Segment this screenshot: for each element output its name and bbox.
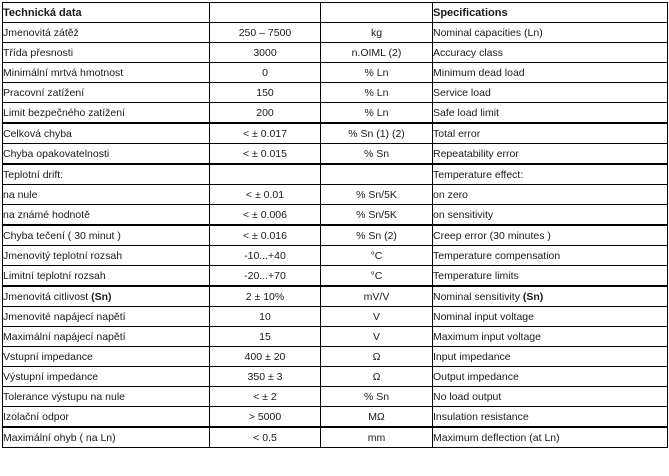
row-label-english: Maximum input voltage <box>433 327 668 347</box>
row-label-czech: Jmenovitá zátěž <box>3 23 210 43</box>
row-unit: mV/V <box>321 286 433 307</box>
row-value: < ± 0.016 <box>210 225 321 246</box>
row-unit: kg <box>321 23 433 43</box>
row-label-czech: Limit bezpečného zatížení <box>3 103 210 124</box>
row-label-english: No load output <box>433 387 668 407</box>
row-unit: °C <box>321 266 433 287</box>
row-unit: V <box>321 307 433 327</box>
row-label-english: Creep error (30 minutes ) <box>433 225 668 246</box>
row-value: 3000 <box>210 43 321 63</box>
row-label-czech: Jmenovité napájecí napětí <box>3 307 210 327</box>
row-label-english: Nominal sensitivity (Sn) <box>433 286 668 307</box>
row-value: < ± 0.006 <box>210 205 321 226</box>
row-unit: % Sn <box>321 387 433 407</box>
table-row <box>3 23 668 43</box>
row-label-english: Nominal input voltage <box>433 307 668 327</box>
table-row <box>3 367 668 387</box>
table-row <box>3 144 668 165</box>
row-label-english: Output impedance <box>433 367 668 387</box>
row-label-english: Insulation resistance <box>433 407 668 428</box>
row-label-english: Temperature compensation <box>433 246 668 266</box>
row-label-english: Input impedance <box>433 347 668 367</box>
table-row <box>3 225 668 246</box>
row-value: < ± 0.01 <box>210 185 321 205</box>
column-header-unit <box>321 3 433 23</box>
row-label-czech: Maximální napájecí napětí <box>3 327 210 347</box>
row-value: 350 ± 3 <box>210 367 321 387</box>
row-value: 0 <box>210 63 321 83</box>
row-label-czech: Třída přesnosti <box>3 43 210 63</box>
row-unit: mm <box>321 427 433 448</box>
table-row <box>3 246 668 266</box>
row-value: 15 <box>210 327 321 347</box>
table-row <box>3 63 668 83</box>
column-header-english: Specifications <box>433 3 668 23</box>
row-unit: Ω <box>321 367 433 387</box>
row-label-czech: Minimální mrtvá hmotnost <box>3 63 210 83</box>
row-value: < ± 0.017 <box>210 123 321 144</box>
row-label-english: Maximum deflection (at Ln) <box>433 427 668 448</box>
specifications-table <box>2 2 668 448</box>
row-label-czech: Jmenovitý teplotní rozsah <box>3 246 210 266</box>
row-value: 2 ± 10% <box>210 286 321 307</box>
table-row <box>3 185 668 205</box>
row-label-czech: Maximální ohyb ( na Ln) <box>3 427 210 448</box>
row-unit: % Sn (2) <box>321 225 433 246</box>
row-value: -10...+40 <box>210 246 321 266</box>
row-label-czech: Pracovní zatížení <box>3 83 210 103</box>
row-label-czech: Teplotní drift: <box>3 164 210 185</box>
row-label-english: Repeatability error <box>433 144 668 165</box>
row-unit: % Ln <box>321 63 433 83</box>
row-unit: % Sn (1) (2) <box>321 123 433 144</box>
row-label-english: Temperature effect: <box>433 164 668 185</box>
table-row <box>3 205 668 226</box>
row-unit <box>321 164 433 185</box>
row-value: < ± 2 <box>210 387 321 407</box>
row-value <box>210 164 321 185</box>
row-unit: % Ln <box>321 103 433 124</box>
table-row <box>3 164 668 185</box>
row-label-czech: Limitní teplotní rozsah <box>3 266 210 287</box>
row-unit: n.OIML (2) <box>321 43 433 63</box>
row-label-english: Service load <box>433 83 668 103</box>
column-header-czech: Technická data <box>3 3 210 23</box>
table-row <box>3 43 668 63</box>
row-label-czech: Výstupní impedance <box>3 367 210 387</box>
row-label-english: Accuracy class <box>433 43 668 63</box>
row-unit: V <box>321 327 433 347</box>
row-unit: % Sn/5K <box>321 205 433 226</box>
row-label-english: Nominal capacities (Ln) <box>433 23 668 43</box>
row-label-czech: Tolerance výstupu na nule <box>3 387 210 407</box>
column-header-value <box>210 3 321 23</box>
table-body <box>3 23 668 448</box>
table-row <box>3 307 668 327</box>
row-value: -20...+70 <box>210 266 321 287</box>
row-label-czech: Jmenovitá citlivost (Sn) <box>3 286 210 307</box>
row-label-czech: Celková chyba <box>3 123 210 144</box>
row-value: 200 <box>210 103 321 124</box>
table-row <box>3 407 668 428</box>
row-unit: Ω <box>321 347 433 367</box>
table-row <box>3 286 668 307</box>
row-label-czech: Vstupní impedance <box>3 347 210 367</box>
row-unit: % Sn/5K <box>321 185 433 205</box>
row-unit: % Ln <box>321 83 433 103</box>
row-unit: MΩ <box>321 407 433 428</box>
row-label-english: Temperature limits <box>433 266 668 287</box>
table-row <box>3 347 668 367</box>
table-row <box>3 103 668 124</box>
row-label-english: Safe load limit <box>433 103 668 124</box>
row-label-english: Total error <box>433 123 668 144</box>
row-label-english: on sensitivity <box>433 205 668 226</box>
row-label-czech: na nule <box>3 185 210 205</box>
row-value: 400 ± 20 <box>210 347 321 367</box>
table-row <box>3 83 668 103</box>
row-unit: % Sn <box>321 144 433 165</box>
row-label-czech: Chyba tečení ( 30 minut ) <box>3 225 210 246</box>
row-value: < 0.5 <box>210 427 321 448</box>
row-label-english: Minimum dead load <box>433 63 668 83</box>
row-value: 150 <box>210 83 321 103</box>
row-unit: °C <box>321 246 433 266</box>
row-label-english: on zero <box>433 185 668 205</box>
table-row <box>3 266 668 287</box>
table-row <box>3 387 668 407</box>
table-row <box>3 427 668 448</box>
table-row <box>3 327 668 347</box>
row-value: > 5000 <box>210 407 321 428</box>
row-value: 10 <box>210 307 321 327</box>
table-row <box>3 123 668 144</box>
table-header <box>3 3 668 23</box>
table-header-row <box>3 3 668 23</box>
row-label-czech: na známé hodnotě <box>3 205 210 226</box>
row-label-czech: Izolační odpor <box>3 407 210 428</box>
row-value: < ± 0.015 <box>210 144 321 165</box>
row-value: 250 – 7500 <box>210 23 321 43</box>
row-label-czech: Chyba opakovatelnosti <box>3 144 210 165</box>
